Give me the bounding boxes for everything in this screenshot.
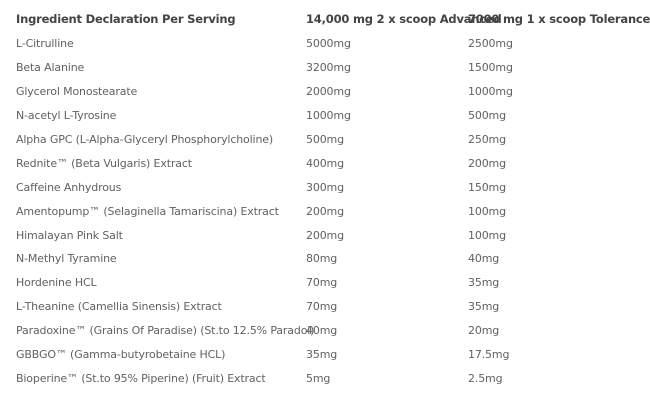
table-row (6, 80, 622, 104)
advanced-dose-cell: 5000mg (306, 37, 351, 51)
table-row (6, 151, 622, 175)
table-header (6, 6, 650, 32)
table-row (6, 343, 622, 367)
ingredient-cell: N-Methyl Tyramine (16, 252, 117, 266)
ingredient-cell: GBBGO™ (Gamma-butyrobetaine HCL) (16, 348, 226, 362)
ingredient-cell: Rednite™ (Beta Vulgaris) Extract (16, 156, 192, 170)
advanced-dose-cell: 200mg (306, 204, 344, 218)
advanced-dose-cell: 400mg (306, 156, 344, 170)
table-row (6, 366, 622, 390)
table-row (6, 199, 622, 223)
advanced-dose-cell: 1000mg (306, 109, 351, 123)
ingredient-cell: Beta Alanine (16, 61, 85, 75)
ingredient-cell: Caffeine Anhydrous (16, 180, 122, 194)
tolerance-dose-cell: 200mg (468, 156, 506, 170)
table-row (6, 271, 622, 295)
tolerance-dose-cell: 2500mg (468, 37, 513, 51)
header-tolerance: 7000 mg 1 x scoop Tolerance (468, 12, 650, 26)
advanced-dose-cell: 80mg (306, 252, 338, 266)
tolerance-dose-cell: 40mg (468, 252, 500, 266)
header-advanced: 14,000 mg 2 x scoop Advanced (306, 12, 502, 26)
advanced-dose-cell: 70mg (306, 276, 338, 290)
tolerance-dose-cell: 2.5mg (468, 371, 503, 385)
ingredient-cell: Glycerol Monostearate (16, 85, 138, 99)
header-row (6, 6, 622, 32)
tolerance-dose-cell: 35mg (468, 300, 500, 314)
ingredient-cell: Bioperine™ (St.to 95% Piperine) (Fruit) Extract (16, 371, 266, 385)
ingredient-cell: Hordenine HCL (16, 276, 97, 290)
advanced-dose-cell: 3200mg (306, 61, 351, 75)
table-row (6, 295, 622, 319)
table-row (6, 104, 622, 128)
advanced-dose-cell: 5mg (306, 371, 331, 385)
ingredient-cell: Alpha GPC (L-Alpha-Glyceryl Phosphorylcholine) (16, 133, 274, 146)
advanced-dose-cell: 500mg (306, 133, 344, 146)
ingredient-cell: N-acetyl L-Tyrosine (16, 109, 117, 123)
advanced-dose-cell: 70mg (306, 300, 338, 314)
table-row (6, 223, 622, 247)
ingredient-cell: Himalayan Pink Salt (16, 228, 123, 242)
header-ingredient: Ingredient Declaration Per Serving (16, 12, 236, 26)
table-body (6, 32, 622, 390)
tolerance-dose-cell: 17.5mg (468, 348, 510, 362)
ingredient-cell: Amentopump™ (Selaginella Tamariscina) Extract (16, 204, 279, 218)
advanced-dose-cell: 40mg (306, 324, 338, 338)
advanced-dose-cell: 35mg (306, 348, 338, 362)
advanced-dose-cell: 2000mg (306, 85, 351, 99)
table-row (6, 128, 622, 152)
table-row (6, 175, 622, 199)
table-row (6, 32, 622, 56)
ingredient-cell: L-Citrulline (16, 37, 74, 51)
table-row (6, 56, 622, 80)
tolerance-dose-cell: 35mg (468, 276, 500, 290)
ingredient-table (6, 6, 650, 390)
ingredient-cell: L-Theanine (Camellia Sinensis) Extract (16, 300, 222, 314)
tolerance-dose-cell: 250mg (468, 133, 506, 146)
table-row (6, 319, 622, 343)
tolerance-dose-cell: 150mg (468, 180, 506, 194)
tolerance-dose-cell: 100mg (468, 204, 506, 218)
table-row (6, 247, 622, 271)
tolerance-dose-cell: 500mg (468, 109, 506, 123)
ingredient-cell: Paradoxine™ (Grains Of Paradise) (St.to 12.5% Paradol) (16, 324, 315, 338)
advanced-dose-cell: 300mg (306, 180, 344, 194)
tolerance-dose-cell: 100mg (468, 228, 506, 242)
tolerance-dose-cell: 1500mg (468, 61, 513, 75)
tolerance-dose-cell: 20mg (468, 324, 500, 338)
tolerance-dose-cell: 1000mg (468, 85, 513, 99)
advanced-dose-cell: 200mg (306, 228, 344, 242)
